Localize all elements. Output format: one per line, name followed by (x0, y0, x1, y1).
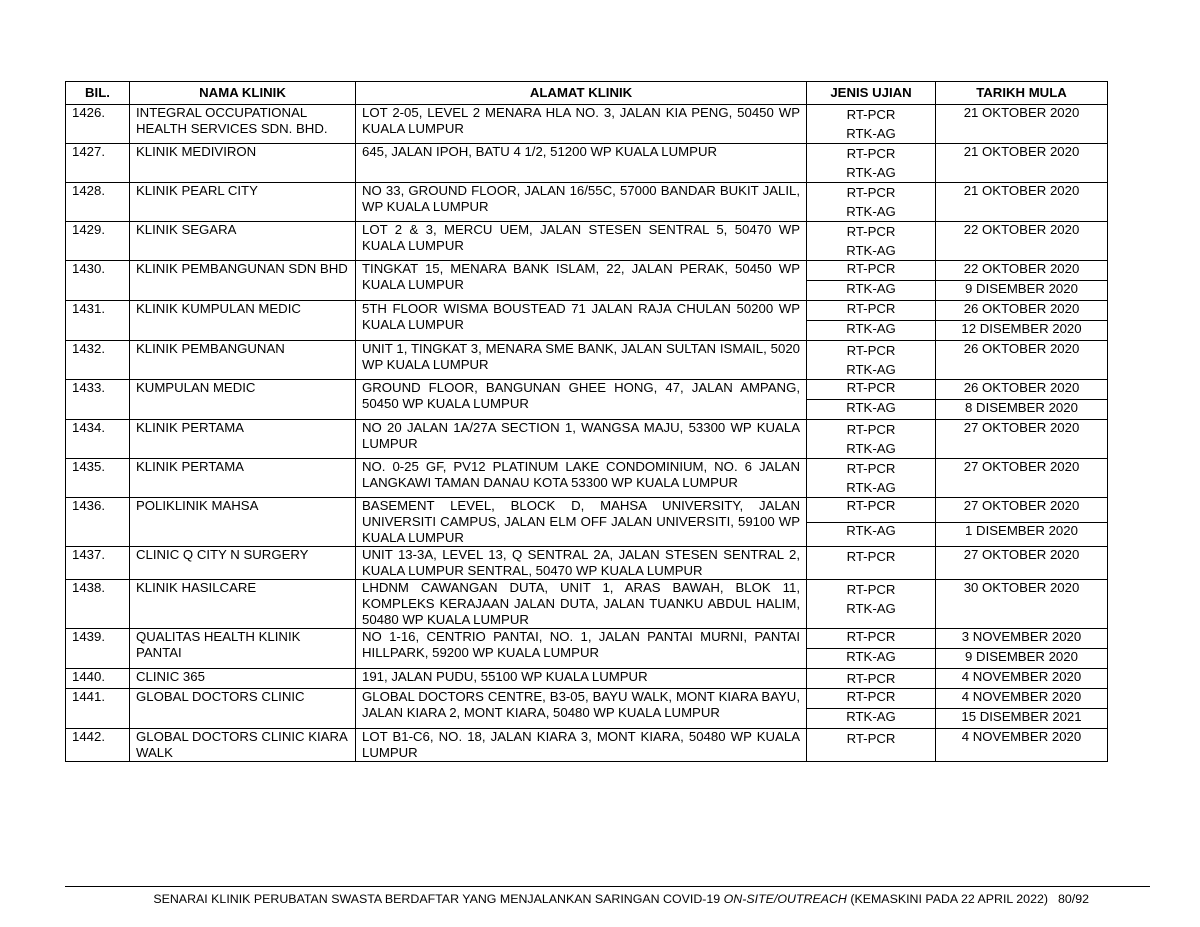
page-footer (65, 892, 1089, 906)
clinic-table (65, 81, 1108, 762)
test-type: RTK-AG (807, 281, 936, 301)
clinic-address: NO. 0-25 GF, PV12 PLATINUM LAKE CONDOMINIUM, NO. 6 JALAN LANGKAWI TAMAN DANAU KOTA 53300 WP KUALA LUMPUR (356, 459, 807, 498)
row-number: 1439. (66, 629, 130, 669)
table-header-row (66, 82, 1108, 105)
table-row (66, 669, 1108, 689)
row-number: 1436. (66, 498, 130, 547)
row-number: 1433. (66, 380, 130, 420)
test-types (807, 183, 936, 222)
clinic-name: GLOBAL DOCTORS CLINIC KIARA WALK (130, 729, 356, 762)
header-jenis: JENIS UJIAN (807, 82, 936, 105)
clinic-address: GROUND FLOOR, BANGUNAN GHEE HONG, 47, JALAN AMPANG, 50450 WP KUALA LUMPUR (356, 380, 807, 420)
test-type: RTK-AG (846, 480, 896, 495)
test-type: RTK-AG (807, 400, 936, 420)
test-type: RTK-AG (846, 126, 896, 141)
clinic-address: 645, JALAN IPOH, BATU 4 1/2, 51200 WP KUALA LUMPUR (356, 144, 807, 183)
start-date: 1 DISEMBER 2020 (936, 522, 1108, 547)
clinic-address: TINGKAT 15, MENARA BANK ISLAM, 22, JALAN PERAK, 50450 WP KUALA LUMPUR (356, 261, 807, 301)
table-row (66, 498, 1108, 523)
start-date: 15 DISEMBER 2021 (936, 709, 1108, 729)
test-type: RT-PCR (846, 185, 896, 200)
row-number: 1442. (66, 729, 130, 762)
test-types (807, 547, 936, 580)
test-types (807, 729, 936, 762)
clinic-name: KLINIK SEGARA (130, 222, 356, 261)
test-type: RT-PCR (846, 461, 896, 476)
row-number: 1428. (66, 183, 130, 222)
clinic-address: UNIT 1, TINGKAT 3, MENARA SME BANK, JALAN SULTAN ISMAIL, 5020 WP KUALA LUMPUR (356, 341, 807, 380)
start-date: 27 OKTOBER 2020 (936, 498, 1108, 523)
clinic-name: GLOBAL DOCTORS CLINIC (130, 689, 356, 729)
test-type: RT-PCR (846, 731, 896, 746)
table-row (66, 105, 1108, 144)
start-date: 26 OKTOBER 2020 (936, 301, 1108, 321)
table-row (66, 689, 1108, 709)
clinic-address: 5TH FLOOR WISMA BOUSTEAD 71 JALAN RAJA CHULAN 50200 WP KUALA LUMPUR (356, 301, 807, 341)
test-type: RT-PCR (846, 343, 896, 358)
test-type: RTK-AG (807, 709, 936, 729)
test-type: RT-PCR (846, 671, 896, 686)
table-row (66, 459, 1108, 498)
clinic-address: LOT 2-05, LEVEL 2 MENARA HLA NO. 3, JALAN KIA PENG, 50450 WP KUALA LUMPUR (356, 105, 807, 144)
clinic-name: POLIKLINIK MAHSA (130, 498, 356, 547)
table-body (66, 105, 1108, 762)
table-row (66, 144, 1108, 183)
row-number: 1440. (66, 669, 130, 689)
clinic-name: CLINIC 365 (130, 669, 356, 689)
clinic-name: KLINIK KUMPULAN MEDIC (130, 301, 356, 341)
clinic-name: KLINIK PEMBANGUNAN SDN BHD (130, 261, 356, 301)
start-date: 4 NOVEMBER 2020 (936, 669, 1108, 689)
clinic-name: KUMPULAN MEDIC (130, 380, 356, 420)
start-date: 27 OKTOBER 2020 (936, 459, 1108, 498)
test-types (807, 222, 936, 261)
clinic-address: NO 1-16, CENTRIO PANTAI, NO. 1, JALAN PANTAI MURNI, PANTAI HILLPARK, 59200 WP KUALA LUMPUR (356, 629, 807, 669)
test-types (807, 144, 936, 183)
clinic-name: INTEGRAL OCCUPATIONAL HEALTH SERVICES SDN. BHD. (130, 105, 356, 144)
test-type: RT-PCR (846, 549, 896, 564)
start-date: 3 NOVEMBER 2020 (936, 629, 1108, 649)
test-type: RTK-AG (846, 601, 896, 616)
test-type: RTK-AG (846, 441, 896, 456)
row-number: 1441. (66, 689, 130, 729)
test-type: RT-PCR (807, 261, 936, 281)
clinic-address: LOT 2 & 3, MERCU UEM, JALAN STESEN SENTRAL 5, 50470 WP KUALA LUMPUR (356, 222, 807, 261)
test-types (807, 105, 936, 144)
table-row (66, 580, 1108, 629)
clinic-address: LOT B1-C6, NO. 18, JALAN KIARA 3, MONT KIARA, 50480 WP KUALA LUMPUR (356, 729, 807, 762)
header-alamat: ALAMAT KLINIK (356, 82, 807, 105)
start-date: 22 OKTOBER 2020 (936, 222, 1108, 261)
row-number: 1434. (66, 420, 130, 459)
start-date: 21 OKTOBER 2020 (936, 105, 1108, 144)
test-types (807, 341, 936, 380)
test-type: RTK-AG (846, 165, 896, 180)
row-number: 1435. (66, 459, 130, 498)
clinic-address: 191, JALAN PUDU, 55100 WP KUALA LUMPUR (356, 669, 807, 689)
table-row (66, 729, 1108, 762)
start-date: 30 OKTOBER 2020 (936, 580, 1108, 629)
clinic-address: NO 20 JALAN 1A/27A SECTION 1, WANGSA MAJU, 53300 WP KUALA LUMPUR (356, 420, 807, 459)
test-type: RTK-AG (807, 649, 936, 669)
test-type: RT-PCR (846, 107, 896, 122)
start-date: 26 OKTOBER 2020 (936, 341, 1108, 380)
clinic-name: KLINIK MEDIVIRON (130, 144, 356, 183)
footer-divider (65, 886, 1150, 887)
clinic-address: UNIT 13-3A, LEVEL 13, Q SENTRAL 2A, JALAN STESEN SENTRAL 2, KUALA LUMPUR SENTRAL, 50470 WP KUALA LUMPUR (356, 547, 807, 580)
start-date: 9 DISEMBER 2020 (936, 281, 1108, 301)
table-row (66, 629, 1108, 649)
start-date: 27 OKTOBER 2020 (936, 420, 1108, 459)
clinic-name: KLINIK HASILCARE (130, 580, 356, 629)
test-type: RTK-AG (807, 321, 936, 341)
row-number: 1437. (66, 547, 130, 580)
test-type: RT-PCR (807, 629, 936, 649)
clinic-address: GLOBAL DOCTORS CENTRE, B3-05, BAYU WALK, MONT KIARA BAYU, JALAN KIARA 2, MONT KIARA, 50480 WP KUALA LUMPUR (356, 689, 807, 729)
start-date: 9 DISEMBER 2020 (936, 649, 1108, 669)
table-row (66, 301, 1108, 321)
test-type: RTK-AG (846, 243, 896, 258)
row-number: 1427. (66, 144, 130, 183)
table-row (66, 261, 1108, 281)
clinic-name: KLINIK PERTAMA (130, 459, 356, 498)
table-row (66, 547, 1108, 580)
clinic-address: BASEMENT LEVEL, BLOCK D, MAHSA UNIVERSITY, JALAN UNIVERSITI CAMPUS, JALAN ELM OFF JALAN UNIVERSITI, 59100 WP KUALA LUMPUR (356, 498, 807, 547)
footer-text: SENARAI KLINIK PERUBATAN SWASTA BERDAFTAR YANG MENJALANKAN SARINGAN COVID-19 (153, 892, 724, 906)
header-nama: NAMA KLINIK (130, 82, 356, 105)
footer-text-date: (KEMASKINI PADA 22 APRIL 2022) (846, 892, 1048, 906)
start-date: 27 OKTOBER 2020 (936, 547, 1108, 580)
test-types (807, 580, 936, 629)
header-tarikh: TARIKH MULA (936, 82, 1108, 105)
start-date: 4 NOVEMBER 2020 (936, 729, 1108, 762)
start-date: 12 DISEMBER 2020 (936, 321, 1108, 341)
start-date: 21 OKTOBER 2020 (936, 144, 1108, 183)
row-number: 1430. (66, 261, 130, 301)
clinic-name: CLINIC Q CITY N SURGERY (130, 547, 356, 580)
test-type: RT-PCR (807, 301, 936, 321)
clinic-name: KLINIK PEMBANGUNAN (130, 341, 356, 380)
test-type: RT-PCR (846, 422, 896, 437)
clinic-address: LHDNM CAWANGAN DUTA, UNIT 1, ARAS BAWAH, BLOK 11, KOMPLEKS KERAJAAN JALAN DUTA, JALAN TUANKU ABDUL HALIM, 50480 WP KUALA LUMPUR (356, 580, 807, 629)
table-row (66, 341, 1108, 380)
test-type: RT-PCR (807, 689, 936, 709)
header-bil: BIL. (66, 82, 130, 105)
clinic-name: KLINIK PEARL CITY (130, 183, 356, 222)
test-types (807, 459, 936, 498)
test-type: RTK-AG (807, 522, 936, 547)
test-types (807, 669, 936, 689)
start-date: 8 DISEMBER 2020 (936, 400, 1108, 420)
test-types (807, 420, 936, 459)
start-date: 4 NOVEMBER 2020 (936, 689, 1108, 709)
row-number: 1429. (66, 222, 130, 261)
test-type: RT-PCR (846, 224, 896, 239)
start-date: 26 OKTOBER 2020 (936, 380, 1108, 400)
test-type: RT-PCR (846, 146, 896, 161)
test-type: RT-PCR (846, 582, 896, 597)
test-type: RT-PCR (807, 380, 936, 400)
footer-text-italic: ON-SITE/OUTREACH (723, 892, 847, 906)
test-type: RT-PCR (807, 498, 936, 523)
clinic-name: QUALITAS HEALTH KLINIK PANTAI (130, 629, 356, 669)
clinic-name: KLINIK PERTAMA (130, 420, 356, 459)
row-number: 1438. (66, 580, 130, 629)
row-number: 1426. (66, 105, 130, 144)
start-date: 22 OKTOBER 2020 (936, 261, 1108, 281)
clinic-address: NO 33, GROUND FLOOR, JALAN 16/55C, 57000 BANDAR BUKIT JALIL, WP KUALA LUMPUR (356, 183, 807, 222)
table-row (66, 380, 1108, 400)
start-date: 21 OKTOBER 2020 (936, 183, 1108, 222)
page-number: 80/92 (1057, 892, 1089, 906)
test-type: RTK-AG (846, 362, 896, 377)
table-row (66, 222, 1108, 261)
table-row (66, 420, 1108, 459)
row-number: 1432. (66, 341, 130, 380)
table-row (66, 183, 1108, 222)
test-type: RTK-AG (846, 204, 896, 219)
row-number: 1431. (66, 301, 130, 341)
